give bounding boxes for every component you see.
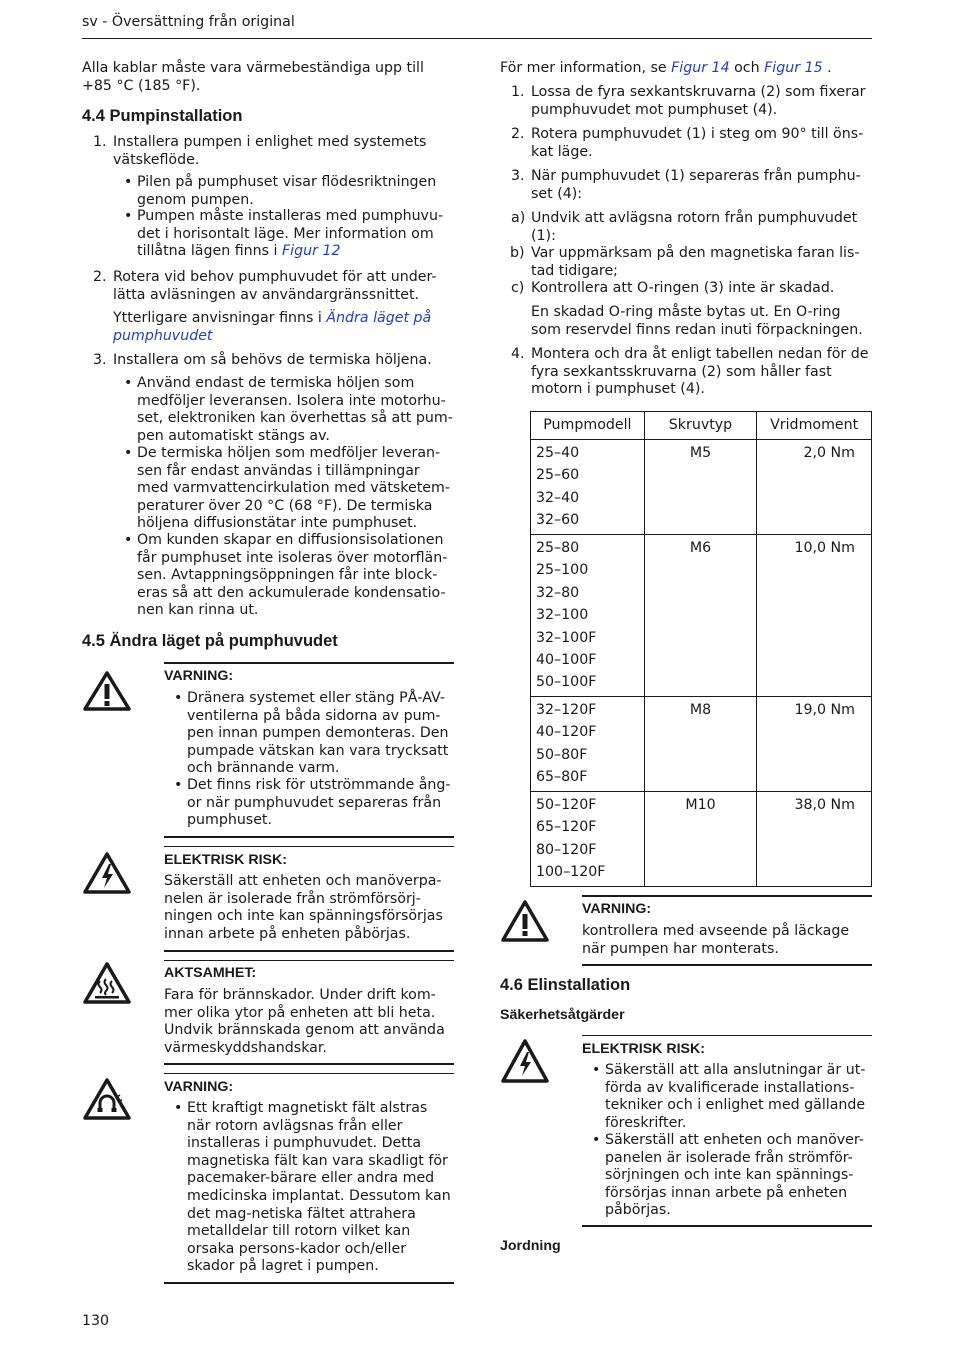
bullet-icon: • [124,532,133,548]
figure-link[interactable]: Figur 12 [282,243,341,260]
pump-model: 65–80F [536,769,588,786]
list-item: Montera och dra åt enligt tabellen nedan för de fyra sexkantsskruvarna (2) som håller fast motorn i pumphuset (4). [531,346,869,398]
section-heading-4-6: 4.6 Elinstallation [500,976,631,994]
section-heading-4-4: 4.4 Pumpinstallation [82,107,243,125]
screw-type: M5 [689,445,712,461]
bullet-icon: • [124,375,133,391]
warning-title: VARNING: [582,901,652,917]
table-header-row [531,412,872,440]
section-heading-4-5: 4.5 Ändra läget på pumphuvudet [82,632,338,650]
bullet-item [137,208,453,261]
torque-cell [757,440,872,535]
bullet-icon: • [174,690,183,706]
warning-text: Fara för brännskador. Under drift kom-mer olika ytor på enheten att bli heta. Undvik brännskada genom att använda värmeskyddshandskar. [164,987,445,1056]
pump-models-cell [531,440,645,535]
more-info-mid: och [734,60,760,76]
pump-model: 65–120F [536,819,597,836]
list-item: Rotera vid behov pumphuvudet för att under-lätta avläsningen av användargränssnittet. [113,269,437,303]
bullet-icon: • [124,208,133,224]
pump-model: 50–80F [536,746,588,763]
warning-text: kontrollera med avseende på läckage när pumpen har monterats. [582,923,850,957]
torque-value: 10,0 Nm [794,540,855,556]
sub-list-letter: c) [511,280,525,296]
warning-bullet: Säkerställ att enheten och manöver-panelen är isolerade från strömför-sörjningen och inte kan spännings-försörjas innan arbete på enheten påbörjas. [605,1132,864,1219]
bullet-icon: • [124,174,133,190]
warning-rule [164,1063,454,1065]
table-row [531,697,872,792]
section-link[interactable]: Ändra läget på pumphuvudet [113,310,432,344]
list-item: Installera om så behövs de termiska höljena. [113,352,432,368]
warning-rule [582,1035,872,1036]
pump-model: 40–120F [536,724,597,741]
warning-triangle-icon [82,670,132,712]
bullet-item: Använd endast de termiska höljen som medföljer leveransen. Isolera inte motorhu-set, elektroniken kan överhettas så att pum-pen automatiskt stängs av. [137,375,453,444]
table-row [531,440,872,535]
more-info-post: . [827,60,832,76]
intro-text: Alla kablar måste vara värmebeständiga upp till +85 °C (185 °F). [82,60,424,94]
screw-type-cell [644,535,757,697]
torque-cell [757,792,872,887]
bullet-icon: • [592,1132,601,1148]
list-number: 3. [511,168,525,184]
column-header: Vridmoment [757,412,872,440]
figure-15-link[interactable]: Figur 15 [764,60,823,76]
pump-model: 80–120F [536,841,597,858]
torque-value: 19,0 Nm [794,702,855,718]
list-item: Rotera pumphuvudet (1) i steg om 90° till öns-kat läge. [531,126,864,160]
list-item: När pumphuvudet (1) separeras från pumphu-set (4): [531,168,861,202]
column-header: Skruvtyp [644,412,757,440]
magnetic-field-icon [82,1077,132,1121]
pump-model: 32–120F [536,702,597,718]
list-item: Lossa de fyra sexkantskruvarna (2) som fixerar pumphuvudet mot pumphuset (4). [531,84,866,118]
warning-rule [164,662,454,664]
more-info-pre: För mer information, se [500,60,667,76]
warning-rule [164,1073,454,1074]
warning-bullet: Ett kraftigt magnetiskt fält alstras när rotorn avlägsnas från eller installeras i pumphuvudet. Detta magnetiska fält kan vara skadligt för pacemaker-bärare eller andra med medicinska implantat. Dessutom kan det mag-netiska fältet attrahera metalldelar till rotorn vilket kan orsaka persons-kador och/eller skador på lagret i pumpen. [187,1100,451,1275]
pump-models-cell [531,535,645,697]
pump-model: 25–100 [536,562,589,579]
page-header: sv - Översättning från original [82,14,295,30]
bullet-icon: • [174,777,183,793]
column-header: Pumpmodell [531,412,645,440]
torque-value: 38,0 Nm [794,797,855,813]
pump-model: 25–40 [536,445,580,461]
sub-list-note: En skadad O-ring måste bytas ut. En O-ring som reservdel finns redan inuti förpackningen. [531,304,863,338]
list-number: 2. [93,269,107,285]
pump-model: 40–100F [536,651,597,668]
torque-cell [757,535,872,697]
warning-rule [164,846,454,847]
warning-rule [582,964,872,966]
list-number: 4. [511,346,525,362]
page-number: 130 [82,1313,110,1329]
warning-rule [582,895,872,897]
bullet-item: Om kunden skapar en diffusionsisolationen får pumphuset inte isoleras över motorflän-sen. Avtappningsöppningen får inte block-eras så att den ackumulerade kondensatio-nen kan rinna ut. [137,532,448,619]
note-text: Ytterligare anvisningar finns i [113,310,322,326]
sub-list-letter: a) [511,210,526,226]
warning-title: ELEKTRISK RISK: [164,852,287,868]
bullet-icon: • [124,445,133,461]
pump-model: 25–60 [536,467,580,484]
screw-type: M6 [689,540,712,556]
bullet-icon: • [592,1062,601,1078]
list-number: 1. [511,84,525,100]
warning-rule [582,1225,872,1227]
warning-text: Säkerställ att enheten och manöverpa-nelen är isolerade från strömförsörj-ningen och inte kan spänningsförsörjas innan arbete på enheten påbörjas. [164,873,443,942]
pump-model: 32–100 [536,607,589,624]
warning-rule [164,950,454,952]
sub-list-item: Kontrollera att O-ringen (3) inte är skadad. [531,280,835,296]
warning-bullet: Dränera systemet eller stäng PÅ-AV-ventilerna på båda sidorna av pum-pen innan pumpen demonteras. Den pumpade vätskan kan vara trycksatt och brännande varm. [187,690,449,777]
warning-title: ELEKTRISK RISK: [582,1041,705,1057]
pump-model: 32–80 [536,584,580,601]
hot-surface-icon [82,961,132,1005]
torque-table [530,411,872,887]
subheading: Jordning [500,1238,561,1254]
list-number: 3. [93,352,107,368]
warning-rule [164,836,454,838]
subheading: Säkerhetsåtgärder [500,1007,625,1023]
pump-model: 100–120F [536,864,606,881]
list-item: Installera pumpen i enlighet med systemets vätskeflöde. [113,134,427,168]
electric-hazard-icon [82,851,132,895]
screw-type: M10 [685,797,716,813]
warning-rule [164,960,454,961]
warning-title: VARNING: [164,668,234,684]
pump-model: 32–60 [536,512,580,529]
pump-model: 32–40 [536,489,580,506]
figure-14-link[interactable]: Figur 14 [671,60,730,76]
bullet-icon: • [174,1100,183,1116]
list-number: 1. [93,134,107,150]
warning-title: VARNING: [164,1079,234,1095]
warning-rule [164,1282,454,1284]
warning-bullet: Det finns risk för utströmmande ång-or när pumphuvudet separeras från pumphuset. [187,777,451,829]
pump-model: 32–100F [536,629,597,646]
torque-value: 2,0 Nm [803,445,855,461]
pump-model: 50–120F [536,797,597,813]
pump-models-cell [531,697,645,792]
torque-cell [757,697,872,792]
warning-bullet: Säkerställ att alla anslutningar är ut-förda av kvalificerade installations-tekniker och i enlighet med gällande föreskrifter. [605,1062,866,1131]
pump-models-cell [531,792,645,887]
electric-hazard-icon [500,1038,550,1084]
screw-type-cell [644,440,757,535]
table-row [531,535,872,697]
table-row [531,792,872,887]
bullet-item: De termiska höljen som medföljer leveran-sen får endast användas i tillämpningar med varmvattencirkulation med vätsketem-peraturer över 20 °C (68 °F). De termiska höljena diffusionstätar inte pumphuset. [137,445,450,532]
pump-model: 25–80 [536,540,580,556]
header-rule [82,38,872,39]
bullet-text: Pumpen måste installeras med pumphuvu-det i horisontalt läge. Mer information om tillåtna lägen finns i [137,208,444,260]
sub-list-item: Undvik att avlägsna rotorn från pumphuvudet (1): [531,210,858,244]
sub-list-letter: b) [510,245,525,261]
sub-list-item: Var uppmärksam på den magnetiska faran lis-tad tidigare; [531,245,860,279]
pump-model: 50–100F [536,674,597,691]
list-note [113,310,448,345]
bullet-item: Pilen på pumphuset visar flödesriktningen genom pumpen. [137,174,437,208]
screw-type-cell [644,792,757,887]
more-info-text [500,60,872,78]
screw-type: M8 [689,702,712,718]
list-number: 2. [511,126,525,142]
warning-triangle-icon [500,899,550,943]
warning-title: AKTSAMHET: [164,965,257,981]
screw-type-cell [644,697,757,792]
